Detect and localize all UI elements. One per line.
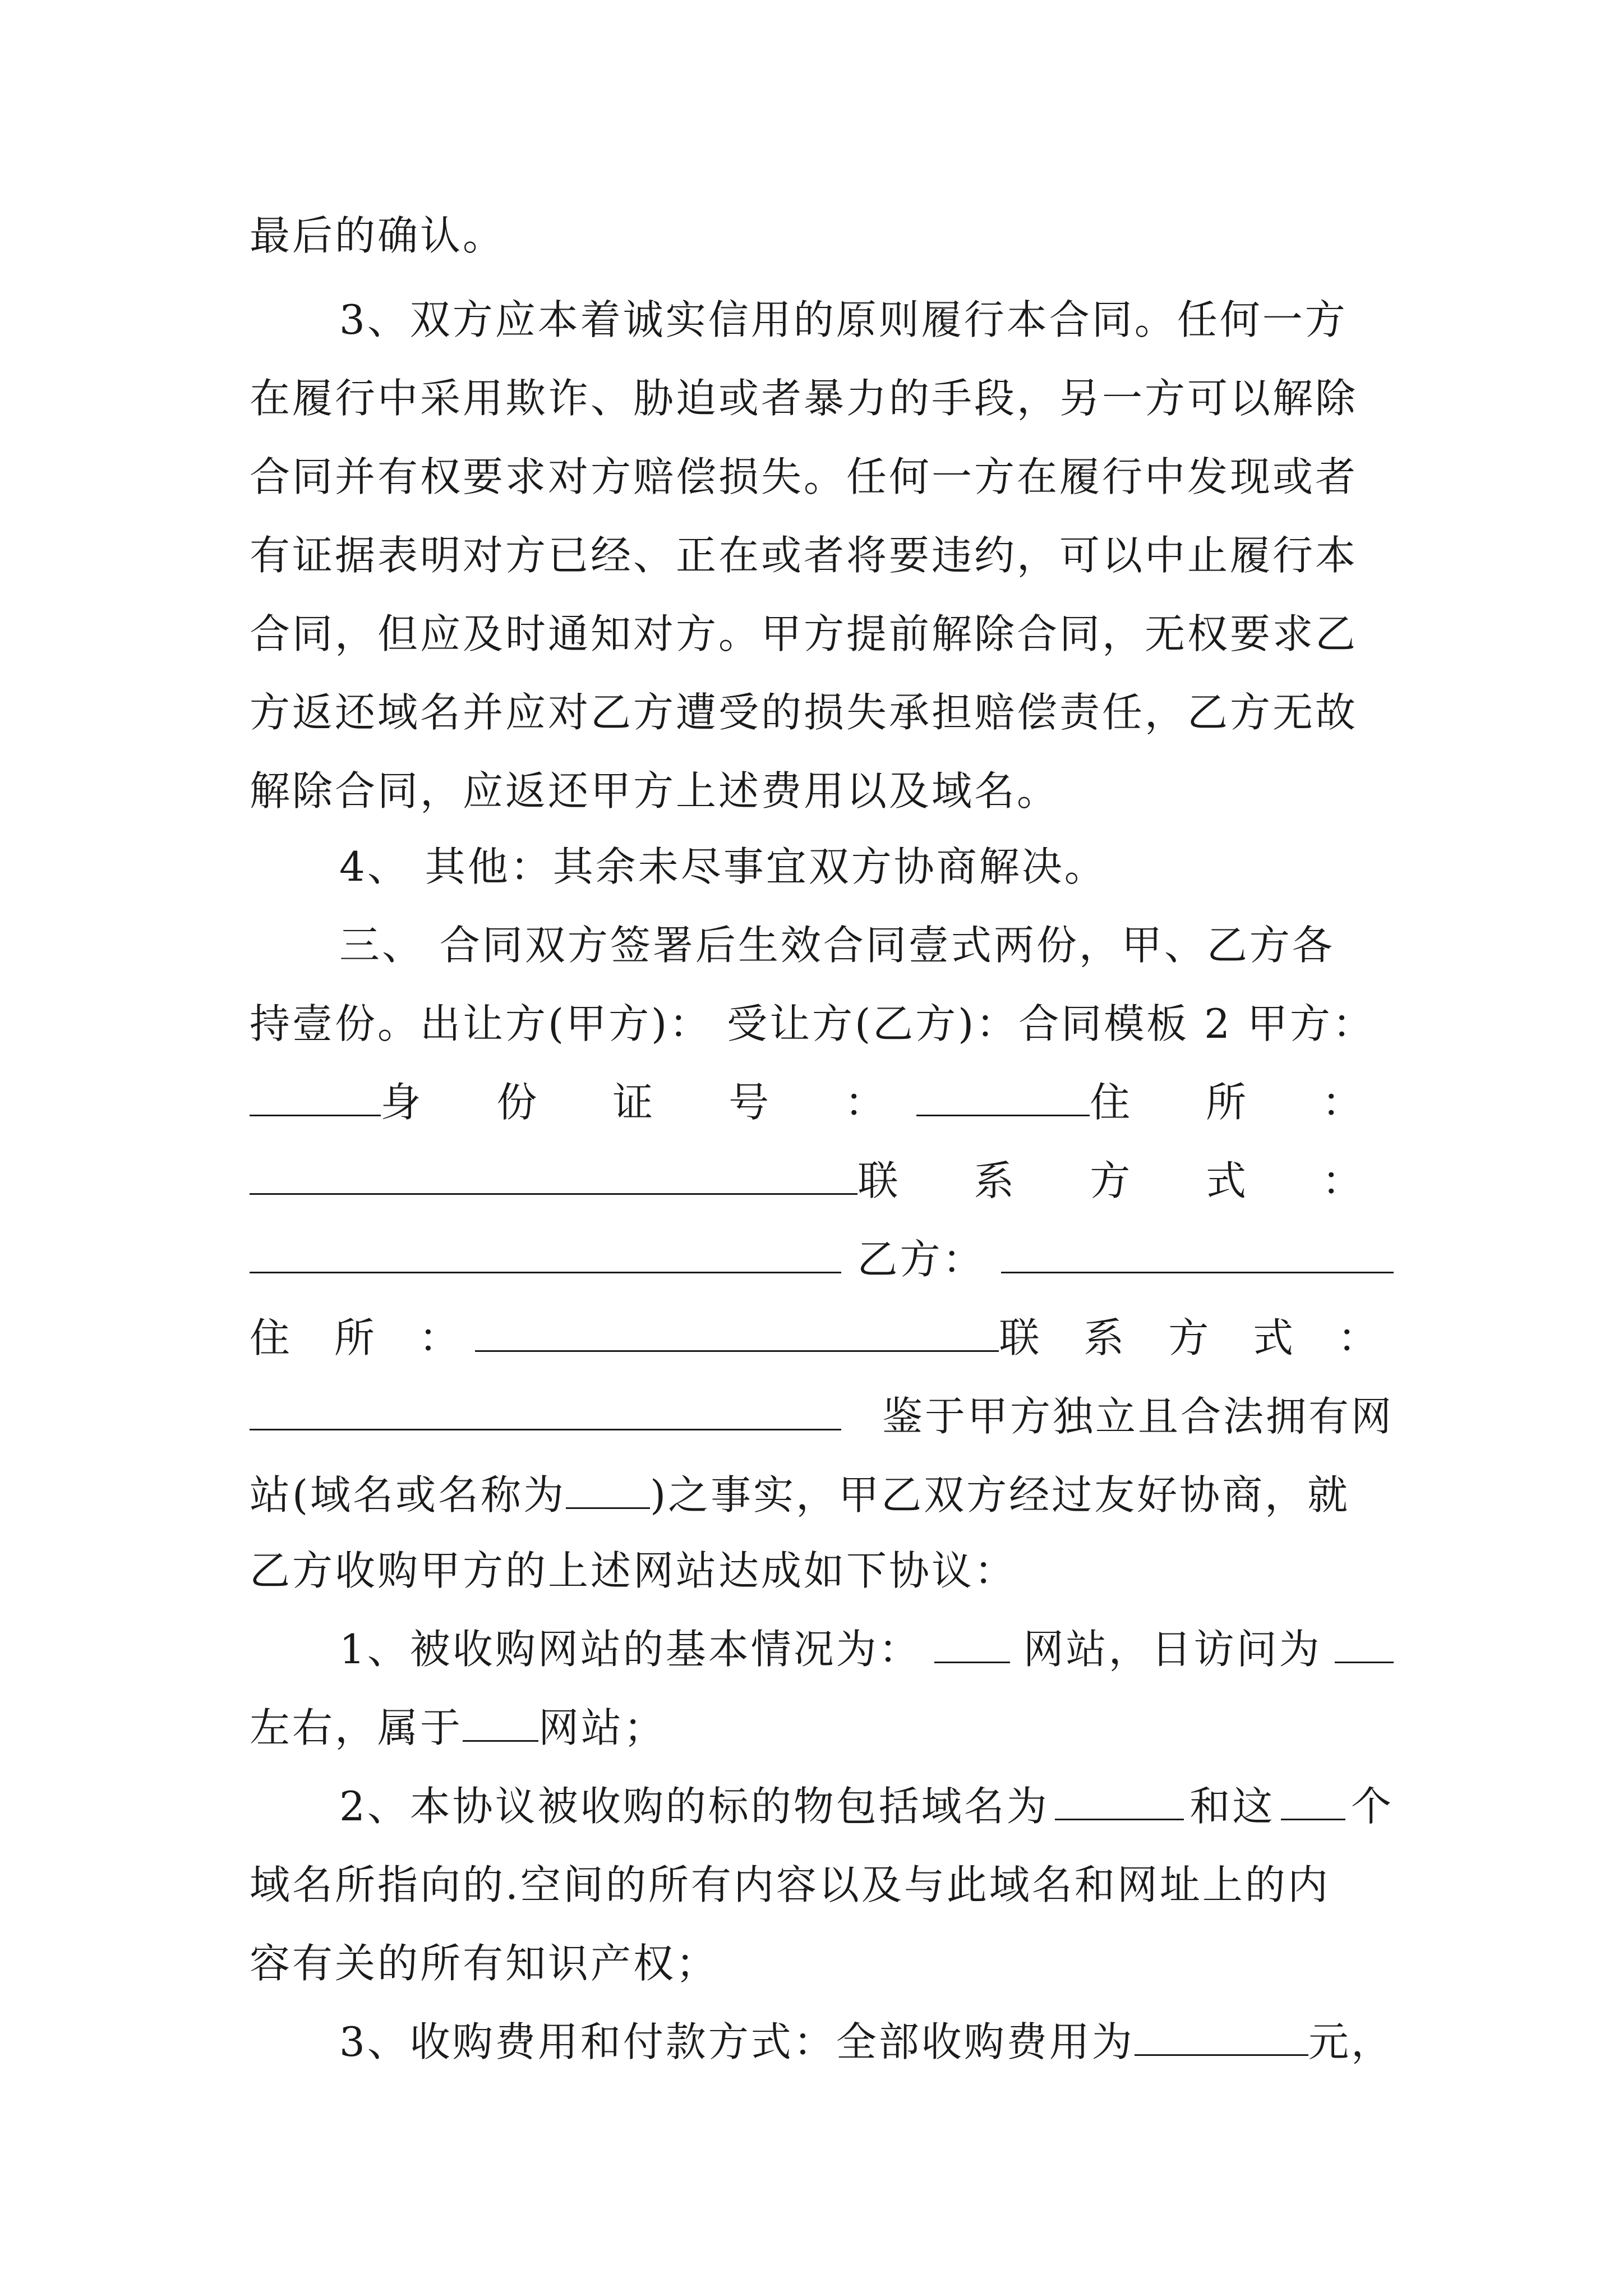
paragraph-line: 合同，但应及时通知对方。甲方提前解除合同，无权要求乙 [250,610,1358,657]
item-1-line [339,1621,1394,1677]
item-text: 2、本协议被收购的标的物包括域名为 [339,1783,1049,1830]
item-text: 1、被收购网站的基本情况为： [339,1626,921,1673]
paragraph-line: 在履行中采用欺诈、胁迫或者暴力的手段，另一方可以解除 [250,375,1358,422]
intro-text: 鉴于甲方独立且合法拥有网 [882,1393,1394,1440]
paragraph-line: 乙方收购甲方的上述网站达成如下协议： [250,1547,1017,1594]
blank-line [1335,1627,1394,1663]
item-text: 网站； [538,1704,667,1751]
form-row-party-b [250,1231,1394,1287]
paragraph-line: 三、 合同双方签署后生效合同壹式两份，甲、乙方各 [339,922,1335,969]
item-text: 元， [1308,2018,1394,2065]
blank-line [916,1080,1090,1116]
item-text: 和这 [1189,1783,1275,1830]
contact-label: 联 系 方 式 ： [999,1314,1394,1361]
item-1-line [250,1700,1394,1756]
paragraph-line: 容有关的所有知识产权； [250,1940,719,1987]
blank-line [1135,2019,1308,2056]
address-label: 住 所 ： [250,1314,475,1361]
paragraph-line: 解除合同，应返还甲方上述费用以及域名。 [250,767,1060,815]
item-3-line [339,2014,1394,2070]
agreement-intro-line [250,1388,1394,1444]
address-label: 住 所 ： [1090,1079,1394,1126]
form-row-address-b [250,1310,1394,1366]
intro-text: 站(域名或名称为 [250,1471,566,1519]
blank-line [250,1158,857,1195]
item-text: 网站，日访问为 [1023,1626,1322,1673]
paragraph-line: 合同并有权要求对方赔偿损失。任何一方在履行中发现或者 [250,453,1358,500]
contact-label: 联 系 方 式 ： [857,1157,1394,1204]
item-text: 3、收购费用和付款方式：全部收购费用为 [339,2018,1135,2065]
id-number-label: 身 份 证 号 ： [380,1079,917,1126]
website-name-blank [566,1473,650,1509]
paragraph-line: 4、 其他：其余未尽事宜双方协商解决。 [339,843,1107,890]
paragraph-line: 有证据表明对方已经、正在或者将要违约，可以中止履行本 [250,532,1358,579]
intro-text: )之事实，甲乙双方经过友好协商，就 [650,1471,1350,1519]
blank-line [250,1080,381,1116]
blank-line [934,1627,1010,1663]
blank-line [475,1315,999,1352]
form-row-contact [250,1153,1394,1209]
party-b-label: 乙方： [857,1236,985,1283]
blank-line [1055,1784,1184,1820]
agreement-intro-line [250,1467,1394,1523]
blank-line [1281,1784,1345,1820]
paragraph-line: 域名所指向的.空间的所有内容以及与此域名和网址上的内 [250,1861,1330,1908]
item-text: 左右，属于 [250,1704,463,1751]
blank-line [250,1394,841,1430]
form-row-id [250,1074,1394,1130]
blank-line [250,1237,841,1273]
paragraph-line: 3、双方应本着诚实信用的原则履行本合同。任何一方 [339,296,1348,343]
paragraph-line: 最后的确认。 [250,212,506,259]
item-text: 个 [1350,1783,1394,1830]
blank-line [463,1705,538,1742]
paragraph-line: 方返还域名并应对乙方遭受的损失承担赔偿责任，乙方无故 [250,689,1358,736]
blank-line [1001,1237,1394,1273]
paragraph-line: 持壹份。出让方(甲方)： 受让方(乙方)：合同模板 2 甲方： [250,1000,1375,1047]
item-2-line [339,1778,1394,1834]
